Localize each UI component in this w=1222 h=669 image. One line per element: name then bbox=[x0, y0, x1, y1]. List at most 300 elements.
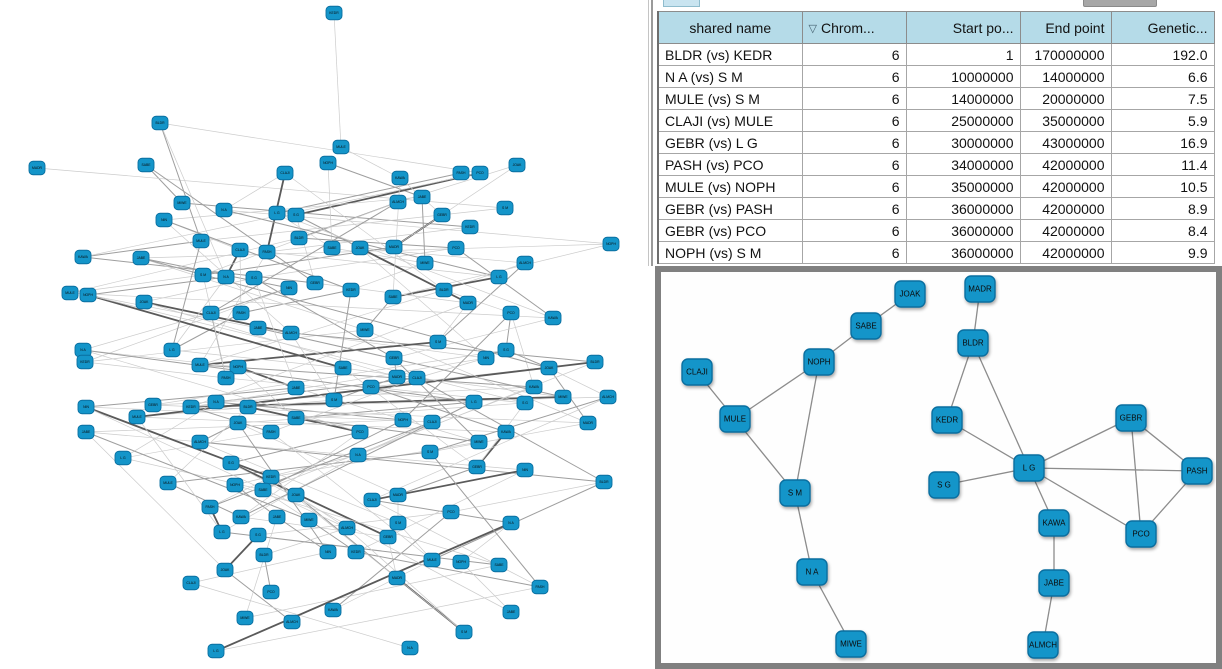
network-node[interactable] bbox=[503, 605, 519, 619]
network-node[interactable] bbox=[152, 116, 168, 130]
network-node[interactable] bbox=[1039, 570, 1069, 596]
node-shape[interactable] bbox=[288, 381, 304, 395]
network-node[interactable] bbox=[603, 237, 619, 251]
node-shape[interactable] bbox=[503, 605, 519, 619]
network-node[interactable] bbox=[471, 435, 487, 449]
network-node[interactable] bbox=[232, 243, 248, 257]
node-shape[interactable] bbox=[932, 407, 962, 433]
network-node[interactable] bbox=[307, 276, 323, 290]
network-node[interactable] bbox=[895, 281, 925, 307]
network-node[interactable] bbox=[395, 413, 411, 427]
network-node[interactable] bbox=[958, 330, 988, 356]
network-node[interactable] bbox=[517, 463, 533, 477]
node-shape[interactable] bbox=[281, 281, 297, 295]
node-shape[interactable] bbox=[380, 530, 396, 544]
node-shape[interactable] bbox=[75, 250, 91, 264]
network-node[interactable] bbox=[682, 359, 712, 385]
network-node[interactable] bbox=[386, 240, 402, 254]
node-shape[interactable] bbox=[363, 380, 379, 394]
node-shape[interactable] bbox=[386, 240, 402, 254]
node-shape[interactable] bbox=[164, 343, 180, 357]
node-shape[interactable] bbox=[192, 435, 208, 449]
network-node[interactable] bbox=[263, 470, 279, 484]
network-node[interactable] bbox=[192, 435, 208, 449]
node-shape[interactable] bbox=[115, 451, 131, 465]
node-shape[interactable] bbox=[460, 296, 476, 310]
node-shape[interactable] bbox=[263, 470, 279, 484]
network-node[interactable] bbox=[343, 283, 359, 297]
node-shape[interactable] bbox=[269, 206, 285, 220]
node-shape[interactable] bbox=[422, 445, 438, 459]
network-node[interactable] bbox=[183, 576, 199, 590]
column-header-0[interactable] bbox=[658, 12, 802, 44]
network-node[interactable] bbox=[256, 548, 272, 562]
node-shape[interactable] bbox=[682, 359, 712, 385]
column-header-3[interactable] bbox=[1020, 12, 1111, 44]
network-node[interactable] bbox=[478, 351, 494, 365]
node-shape[interactable] bbox=[214, 525, 230, 539]
node-shape[interactable] bbox=[497, 201, 513, 215]
network-node[interactable] bbox=[409, 371, 425, 385]
network-node[interactable] bbox=[80, 288, 96, 302]
network-node[interactable] bbox=[339, 521, 355, 535]
table-row[interactable] bbox=[658, 44, 1214, 66]
network-node[interactable] bbox=[509, 158, 525, 172]
node-shape[interactable] bbox=[517, 256, 533, 270]
node-shape[interactable] bbox=[466, 395, 482, 409]
node-shape[interactable] bbox=[965, 276, 995, 302]
network-node[interactable] bbox=[240, 400, 256, 414]
network-node[interactable] bbox=[498, 343, 514, 357]
network-node[interactable] bbox=[202, 500, 218, 514]
node-shape[interactable] bbox=[288, 208, 304, 222]
node-shape[interactable] bbox=[386, 351, 402, 365]
network-node[interactable] bbox=[352, 241, 368, 255]
node-shape[interactable] bbox=[526, 380, 542, 394]
network-node[interactable] bbox=[460, 296, 476, 310]
network-node[interactable] bbox=[352, 425, 368, 439]
network-node[interactable] bbox=[174, 196, 190, 210]
network-node[interactable] bbox=[363, 380, 379, 394]
node-shape[interactable] bbox=[183, 576, 199, 590]
node-shape[interactable] bbox=[240, 400, 256, 414]
network-node[interactable] bbox=[320, 156, 336, 170]
network-node[interactable] bbox=[227, 478, 243, 492]
network-node[interactable] bbox=[133, 251, 149, 265]
node-shape[interactable] bbox=[780, 480, 810, 506]
node-shape[interactable] bbox=[320, 156, 336, 170]
node-shape[interactable] bbox=[256, 548, 272, 562]
node-shape[interactable] bbox=[174, 196, 190, 210]
node-shape[interactable] bbox=[246, 271, 262, 285]
node-shape[interactable] bbox=[851, 313, 881, 339]
network-node[interactable] bbox=[1116, 405, 1146, 431]
network-node[interactable] bbox=[503, 306, 519, 320]
network-node[interactable] bbox=[263, 585, 279, 599]
node-shape[interactable] bbox=[348, 545, 364, 559]
node-shape[interactable] bbox=[156, 213, 172, 227]
network-node[interactable] bbox=[193, 234, 209, 248]
node-shape[interactable] bbox=[136, 295, 152, 309]
network-node[interactable] bbox=[389, 370, 405, 384]
node-shape[interactable] bbox=[385, 290, 401, 304]
node-shape[interactable] bbox=[352, 425, 368, 439]
node-shape[interactable] bbox=[233, 306, 249, 320]
node-shape[interactable] bbox=[250, 528, 266, 542]
table-row[interactable] bbox=[658, 242, 1214, 264]
node-shape[interactable] bbox=[129, 410, 145, 424]
network-node[interactable] bbox=[284, 615, 300, 629]
network-node[interactable] bbox=[453, 555, 469, 569]
node-shape[interactable] bbox=[320, 545, 336, 559]
network-node[interactable] bbox=[325, 603, 341, 617]
node-shape[interactable] bbox=[797, 559, 827, 585]
network-node[interactable] bbox=[288, 411, 304, 425]
network-node[interactable] bbox=[301, 513, 317, 527]
network-node[interactable] bbox=[434, 208, 450, 222]
node-shape[interactable] bbox=[456, 625, 472, 639]
node-shape[interactable] bbox=[436, 283, 452, 297]
network-node[interactable] bbox=[255, 483, 271, 497]
node-shape[interactable] bbox=[958, 330, 988, 356]
network-node[interactable] bbox=[75, 250, 91, 264]
network-node[interactable] bbox=[491, 270, 507, 284]
network-node[interactable] bbox=[596, 475, 612, 489]
small-network-canvas[interactable] bbox=[661, 272, 1216, 663]
node-shape[interactable] bbox=[580, 416, 596, 430]
network-node[interactable] bbox=[424, 553, 440, 567]
network-node[interactable] bbox=[448, 241, 464, 255]
network-node[interactable] bbox=[164, 343, 180, 357]
node-shape[interactable] bbox=[333, 140, 349, 154]
network-node[interactable] bbox=[422, 445, 438, 459]
network-node[interactable] bbox=[237, 611, 253, 625]
node-shape[interactable] bbox=[1182, 458, 1212, 484]
node-shape[interactable] bbox=[263, 585, 279, 599]
node-shape[interactable] bbox=[326, 393, 342, 407]
node-shape[interactable] bbox=[555, 390, 571, 404]
node-shape[interactable] bbox=[424, 415, 440, 429]
node-shape[interactable] bbox=[291, 231, 307, 245]
network-node[interactable] bbox=[472, 166, 488, 180]
network-node[interactable] bbox=[246, 271, 262, 285]
network-node[interactable] bbox=[324, 241, 340, 255]
table-row[interactable] bbox=[658, 154, 1214, 176]
node-shape[interactable] bbox=[545, 311, 561, 325]
network-node[interactable] bbox=[78, 425, 94, 439]
node-shape[interactable] bbox=[237, 611, 253, 625]
network-node[interactable] bbox=[436, 283, 452, 297]
table-row[interactable] bbox=[658, 110, 1214, 132]
node-shape[interactable] bbox=[390, 516, 406, 530]
node-shape[interactable] bbox=[390, 488, 406, 502]
network-node[interactable] bbox=[348, 545, 364, 559]
node-shape[interactable] bbox=[227, 478, 243, 492]
node-shape[interactable] bbox=[424, 553, 440, 567]
network-node[interactable] bbox=[269, 206, 285, 220]
network-node[interactable] bbox=[1039, 510, 1069, 536]
network-node[interactable] bbox=[160, 476, 176, 490]
network-node[interactable] bbox=[250, 321, 266, 335]
node-shape[interactable] bbox=[532, 580, 548, 594]
network-node[interactable] bbox=[1014, 455, 1044, 481]
node-shape[interactable] bbox=[145, 398, 161, 412]
network-node[interactable] bbox=[62, 286, 78, 300]
network-node[interactable] bbox=[136, 295, 152, 309]
node-shape[interactable] bbox=[1014, 455, 1044, 481]
network-node[interactable] bbox=[932, 407, 962, 433]
network-node[interactable] bbox=[333, 140, 349, 154]
network-node[interactable] bbox=[129, 410, 145, 424]
network-node[interactable] bbox=[192, 358, 208, 372]
node-shape[interactable] bbox=[517, 396, 533, 410]
node-shape[interactable] bbox=[929, 472, 959, 498]
network-node[interactable] bbox=[386, 351, 402, 365]
node-shape[interactable] bbox=[326, 6, 342, 20]
node-shape[interactable] bbox=[183, 400, 199, 414]
node-shape[interactable] bbox=[517, 463, 533, 477]
node-shape[interactable] bbox=[804, 349, 834, 375]
network-node[interactable] bbox=[259, 245, 275, 259]
network-node[interactable] bbox=[462, 220, 478, 234]
node-shape[interactable] bbox=[203, 306, 219, 320]
node-shape[interactable] bbox=[409, 371, 425, 385]
node-shape[interactable] bbox=[217, 563, 233, 577]
network-node[interactable] bbox=[417, 256, 433, 270]
node-shape[interactable] bbox=[75, 343, 91, 357]
node-shape[interactable] bbox=[389, 571, 405, 585]
node-shape[interactable] bbox=[434, 208, 450, 222]
node-shape[interactable] bbox=[218, 371, 234, 385]
node-shape[interactable] bbox=[208, 395, 224, 409]
network-node[interactable] bbox=[498, 425, 514, 439]
table-row[interactable] bbox=[658, 176, 1214, 198]
node-shape[interactable] bbox=[1039, 570, 1069, 596]
network-node[interactable] bbox=[214, 525, 230, 539]
network-node[interactable] bbox=[780, 480, 810, 506]
network-node[interactable] bbox=[283, 326, 299, 340]
node-shape[interactable] bbox=[443, 505, 459, 519]
node-shape[interactable] bbox=[223, 456, 239, 470]
network-node[interactable] bbox=[965, 276, 995, 302]
node-shape[interactable] bbox=[208, 644, 224, 658]
node-shape[interactable] bbox=[498, 425, 514, 439]
network-node[interactable] bbox=[929, 472, 959, 498]
network-node[interactable] bbox=[75, 343, 91, 357]
node-shape[interactable] bbox=[29, 161, 45, 175]
node-shape[interactable] bbox=[133, 251, 149, 265]
node-shape[interactable] bbox=[357, 323, 373, 337]
node-shape[interactable] bbox=[288, 488, 304, 502]
network-node[interactable] bbox=[443, 505, 459, 519]
network-node[interactable] bbox=[392, 171, 408, 185]
network-node[interactable] bbox=[380, 530, 396, 544]
node-shape[interactable] bbox=[216, 203, 232, 217]
table-row[interactable] bbox=[658, 66, 1214, 88]
network-node[interactable] bbox=[208, 644, 224, 658]
network-node[interactable] bbox=[29, 161, 45, 175]
node-shape[interactable] bbox=[152, 116, 168, 130]
network-node[interactable] bbox=[720, 406, 750, 432]
network-node[interactable] bbox=[1182, 458, 1212, 484]
node-shape[interactable] bbox=[402, 641, 418, 655]
column-header-2[interactable] bbox=[906, 12, 1020, 44]
node-shape[interactable] bbox=[193, 234, 209, 248]
node-shape[interactable] bbox=[1126, 521, 1156, 547]
node-shape[interactable] bbox=[430, 335, 446, 349]
network-node[interactable] bbox=[335, 361, 351, 375]
node-shape[interactable] bbox=[352, 241, 368, 255]
node-shape[interactable] bbox=[895, 281, 925, 307]
node-shape[interactable] bbox=[259, 245, 275, 259]
node-shape[interactable] bbox=[541, 361, 557, 375]
network-node[interactable] bbox=[263, 425, 279, 439]
node-shape[interactable] bbox=[836, 631, 866, 657]
network-node[interactable] bbox=[233, 306, 249, 320]
node-shape[interactable] bbox=[301, 513, 317, 527]
node-shape[interactable] bbox=[62, 286, 78, 300]
node-shape[interactable] bbox=[395, 413, 411, 427]
network-node[interactable] bbox=[402, 641, 418, 655]
node-shape[interactable] bbox=[269, 510, 285, 524]
node-shape[interactable] bbox=[218, 270, 234, 284]
network-node[interactable] bbox=[503, 516, 519, 530]
node-shape[interactable] bbox=[284, 615, 300, 629]
network-node[interactable] bbox=[469, 460, 485, 474]
node-shape[interactable] bbox=[453, 555, 469, 569]
node-shape[interactable] bbox=[503, 306, 519, 320]
node-shape[interactable] bbox=[307, 276, 323, 290]
node-shape[interactable] bbox=[138, 158, 154, 172]
node-shape[interactable] bbox=[469, 460, 485, 474]
network-node[interactable] bbox=[115, 451, 131, 465]
network-node[interactable] bbox=[532, 580, 548, 594]
network-node[interactable] bbox=[414, 190, 430, 204]
node-shape[interactable] bbox=[414, 190, 430, 204]
node-shape[interactable] bbox=[335, 361, 351, 375]
network-node[interactable] bbox=[145, 398, 161, 412]
network-node[interactable] bbox=[288, 381, 304, 395]
network-node[interactable] bbox=[77, 355, 93, 369]
network-node[interactable] bbox=[836, 631, 866, 657]
node-shape[interactable] bbox=[600, 390, 616, 404]
network-node[interactable] bbox=[269, 510, 285, 524]
node-shape[interactable] bbox=[472, 166, 488, 180]
network-node[interactable] bbox=[555, 390, 571, 404]
table-row[interactable] bbox=[658, 220, 1214, 242]
network-node[interactable] bbox=[217, 563, 233, 577]
network-node[interactable] bbox=[326, 393, 342, 407]
network-node[interactable] bbox=[195, 268, 211, 282]
network-node[interactable] bbox=[288, 208, 304, 222]
node-shape[interactable] bbox=[283, 326, 299, 340]
network-node[interactable] bbox=[424, 415, 440, 429]
network-node[interactable] bbox=[491, 558, 507, 572]
node-shape[interactable] bbox=[503, 516, 519, 530]
network-node[interactable] bbox=[218, 270, 234, 284]
node-shape[interactable] bbox=[232, 243, 248, 257]
network-node[interactable] bbox=[797, 559, 827, 585]
node-shape[interactable] bbox=[78, 400, 94, 414]
node-shape[interactable] bbox=[202, 500, 218, 514]
node-shape[interactable] bbox=[160, 476, 176, 490]
network-node[interactable] bbox=[453, 166, 469, 180]
network-node[interactable] bbox=[390, 488, 406, 502]
node-shape[interactable] bbox=[288, 411, 304, 425]
node-shape[interactable] bbox=[587, 355, 603, 369]
network-node[interactable] bbox=[277, 166, 293, 180]
network-node[interactable] bbox=[390, 195, 406, 209]
node-shape[interactable] bbox=[491, 270, 507, 284]
table-row[interactable] bbox=[658, 88, 1214, 110]
node-shape[interactable] bbox=[80, 288, 96, 302]
network-node[interactable] bbox=[203, 306, 219, 320]
network-node[interactable] bbox=[389, 571, 405, 585]
network-node[interactable] bbox=[600, 390, 616, 404]
network-node[interactable] bbox=[541, 361, 557, 375]
network-node[interactable] bbox=[364, 493, 380, 507]
network-node[interactable] bbox=[545, 311, 561, 325]
network-node[interactable] bbox=[526, 380, 542, 394]
network-node[interactable] bbox=[1028, 632, 1058, 658]
table-row[interactable] bbox=[658, 132, 1214, 154]
node-shape[interactable] bbox=[233, 510, 249, 524]
node-shape[interactable] bbox=[263, 425, 279, 439]
network-node[interactable] bbox=[326, 6, 342, 20]
node-shape[interactable] bbox=[498, 343, 514, 357]
network-node[interactable] bbox=[357, 323, 373, 337]
node-shape[interactable] bbox=[392, 171, 408, 185]
network-node[interactable] bbox=[390, 516, 406, 530]
network-node[interactable] bbox=[230, 416, 246, 430]
network-node[interactable] bbox=[138, 158, 154, 172]
network-node[interactable] bbox=[281, 281, 297, 295]
network-node[interactable] bbox=[291, 231, 307, 245]
network-node[interactable] bbox=[288, 488, 304, 502]
horizontal-scrollbar-thumb[interactable] bbox=[1083, 0, 1157, 7]
network-node[interactable] bbox=[156, 213, 172, 227]
node-shape[interactable] bbox=[250, 321, 266, 335]
network-node[interactable] bbox=[804, 349, 834, 375]
node-shape[interactable] bbox=[195, 268, 211, 282]
node-shape[interactable] bbox=[339, 521, 355, 535]
node-shape[interactable] bbox=[325, 603, 341, 617]
filter-icon[interactable]: ▽ bbox=[808, 22, 817, 35]
network-node[interactable] bbox=[587, 355, 603, 369]
node-shape[interactable] bbox=[509, 158, 525, 172]
node-shape[interactable] bbox=[230, 416, 246, 430]
network-node[interactable] bbox=[350, 448, 366, 462]
network-node[interactable] bbox=[466, 395, 482, 409]
node-shape[interactable] bbox=[478, 351, 494, 365]
network-node[interactable] bbox=[517, 256, 533, 270]
node-shape[interactable] bbox=[77, 355, 93, 369]
network-node[interactable] bbox=[78, 400, 94, 414]
network-node[interactable] bbox=[250, 528, 266, 542]
node-shape[interactable] bbox=[364, 493, 380, 507]
network-node[interactable] bbox=[1126, 521, 1156, 547]
node-shape[interactable] bbox=[417, 256, 433, 270]
network-node[interactable] bbox=[216, 203, 232, 217]
network-node[interactable] bbox=[223, 456, 239, 470]
network-node[interactable] bbox=[208, 395, 224, 409]
node-shape[interactable] bbox=[448, 241, 464, 255]
node-shape[interactable] bbox=[78, 425, 94, 439]
network-node[interactable] bbox=[497, 201, 513, 215]
node-shape[interactable] bbox=[350, 448, 366, 462]
network-node[interactable] bbox=[580, 416, 596, 430]
node-shape[interactable] bbox=[324, 241, 340, 255]
